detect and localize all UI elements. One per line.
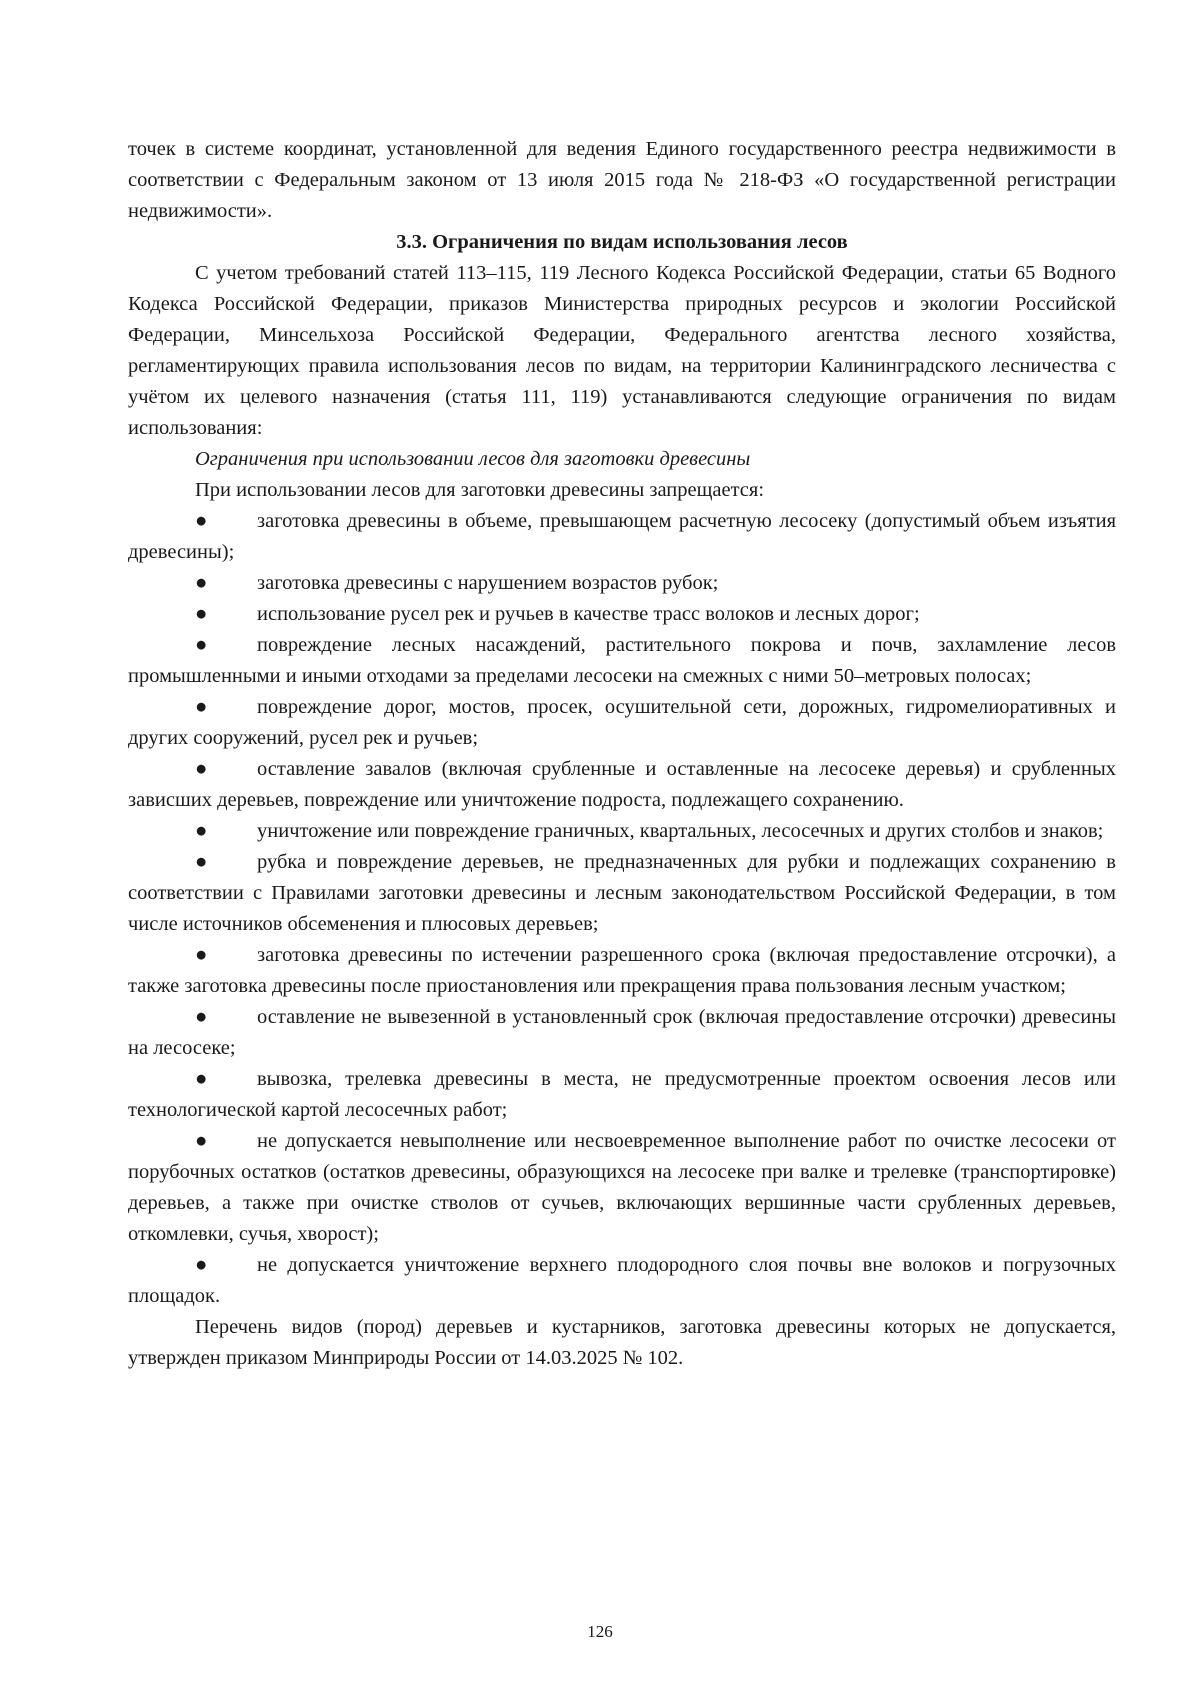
- bullet-icon: ●: [195, 1254, 208, 1276]
- bullet-icon: ●: [195, 944, 208, 966]
- subheading: Ограничения при использовании лесов для заготовки древесины: [195, 448, 751, 470]
- list-item-text: уничтожение или повреждение граничных, квартальных, лесосечных и других столбов и знаков;: [257, 820, 1104, 842]
- bullet-icon: ●: [195, 634, 208, 656]
- bullet-icon: ●: [195, 572, 208, 594]
- bullet-icon: ●: [195, 758, 208, 780]
- list-item-text: повреждение дорог, мостов, просек, осушительной сети, дорожных, гидромелиоративных и других сооружений, русел рек и ручьев;: [128, 696, 1116, 749]
- list-item-text: оставление завалов (включая срубленные и оставленные на лесосеке деревья) и срубленных зависших деревьев, повреждение или уничтожение подроста, подлежащего сохранению.: [128, 758, 1116, 811]
- list-item: [128, 847, 1116, 940]
- list-item-text: вывозка, трелевка древесины в места, не предусмотренные проектом освоения лесов или технологической картой лесосечных работ;: [128, 1068, 1116, 1121]
- list-item-text: заготовка древесины с нарушением возрастов рубок;: [257, 572, 719, 594]
- list-item: [128, 630, 1116, 692]
- bullet-icon: ●: [195, 1006, 208, 1028]
- list-item: [128, 940, 1116, 1002]
- bullet-icon: ●: [195, 1130, 208, 1152]
- list-item-text: заготовка древесины по истечении разрешенного срока (включая предоставление отсрочки), а также заготовка древесины после приостановления или прекращения права пользования лесным участком;: [128, 944, 1116, 997]
- list-item: [128, 506, 1116, 568]
- main-paragraph: С учетом требований статей 113–115, 119 Лесного Кодекса Российской Федерации, статьи 65 Водного Кодекса Российской Федерации, приказов Министерства природных ресурсов и экологии Российской Федерации, Минсельхоза Российской Федерации, Федерального агентства лесного хозяйства, регламентирующих правила использования лесов по видам, на территории Калининградского лесничества с учётом их целевого назначения (статья 111, 119) устанавливаются следующие ограничения по видам использования:: [128, 262, 1116, 439]
- list-item: [128, 1250, 1116, 1312]
- prohibition-intro: При использовании лесов для заготовки древесины запрещается:: [195, 479, 765, 501]
- list-item: [128, 754, 1116, 816]
- document-body: [128, 134, 1116, 1374]
- list-item-text: использование русел рек и ручьев в качестве трасс волоков и лесных дорог;: [257, 603, 920, 625]
- list-item-text: не допускается уничтожение верхнего плодородного слоя почвы вне волоков и погрузочных площадок.: [128, 1254, 1116, 1307]
- bullet-icon: ●: [195, 820, 208, 842]
- list-item: [128, 1002, 1116, 1064]
- bullet-icon: ●: [195, 603, 208, 625]
- list-item-text: повреждение лесных насаждений, растительного покрова и почв, захламление лесов промышленными и иными отходами за пределами лесосеки на смежных с ними 50–метровых полосах;: [128, 634, 1116, 687]
- intro-paragraph: точек в системе координат, установленной для ведения Единого государственного реестра недвижимости в соответствии с Федеральным законом от 13 июля 2015 года № 218-ФЗ «О государственной регистрации недвижимости».: [128, 138, 1116, 222]
- section-heading: 3.3. Ограничения по видам использования лесов: [396, 231, 848, 253]
- list-item: [128, 1064, 1116, 1126]
- bullet-icon: ●: [195, 851, 208, 873]
- page-number: 126: [587, 1622, 613, 1641]
- bullet-icon: ●: [195, 1068, 208, 1090]
- list-item-text: не допускается невыполнение или несвоевременное выполнение работ по очистке лесосеки от порубочных остатков (остатков древесины, образующихся на лесосеке при валке и трелевке (транспортировке) деревьев, а также при очистке стволов от сучьев, включающих вершинные части срубленных деревьев, откомлевки, сучья, хворост);: [128, 1130, 1116, 1245]
- list-item: [128, 1126, 1116, 1250]
- bullet-icon: ●: [195, 510, 208, 532]
- list-item: [128, 692, 1116, 754]
- list-item: [128, 568, 1116, 599]
- list-item-text: заготовка древесины в объеме, превышающем расчетную лесосеку (допустимый объем изъятия древесины);: [128, 510, 1116, 563]
- list-item: [128, 599, 1116, 630]
- bullet-icon: ●: [195, 696, 208, 718]
- closing-paragraph: Перечень видов (пород) деревьев и кустарников, заготовка древесины которых не допускается, утвержден приказом Минприроды России от 14.03.2025 № 102.: [128, 1316, 1116, 1369]
- list-item-text: оставление не вывезенной в установленный срок (включая предоставление отсрочки) древесины на лесосеке;: [128, 1006, 1116, 1059]
- list-item-text: рубка и повреждение деревьев, не предназначенных для рубки и подлежащих сохранению в соответствии с Правилами заготовки древесины и лесным законодательством Российской Федерации, в том числе источников обсеменения и плюсовых деревьев;: [128, 851, 1116, 935]
- list-item: [128, 816, 1116, 847]
